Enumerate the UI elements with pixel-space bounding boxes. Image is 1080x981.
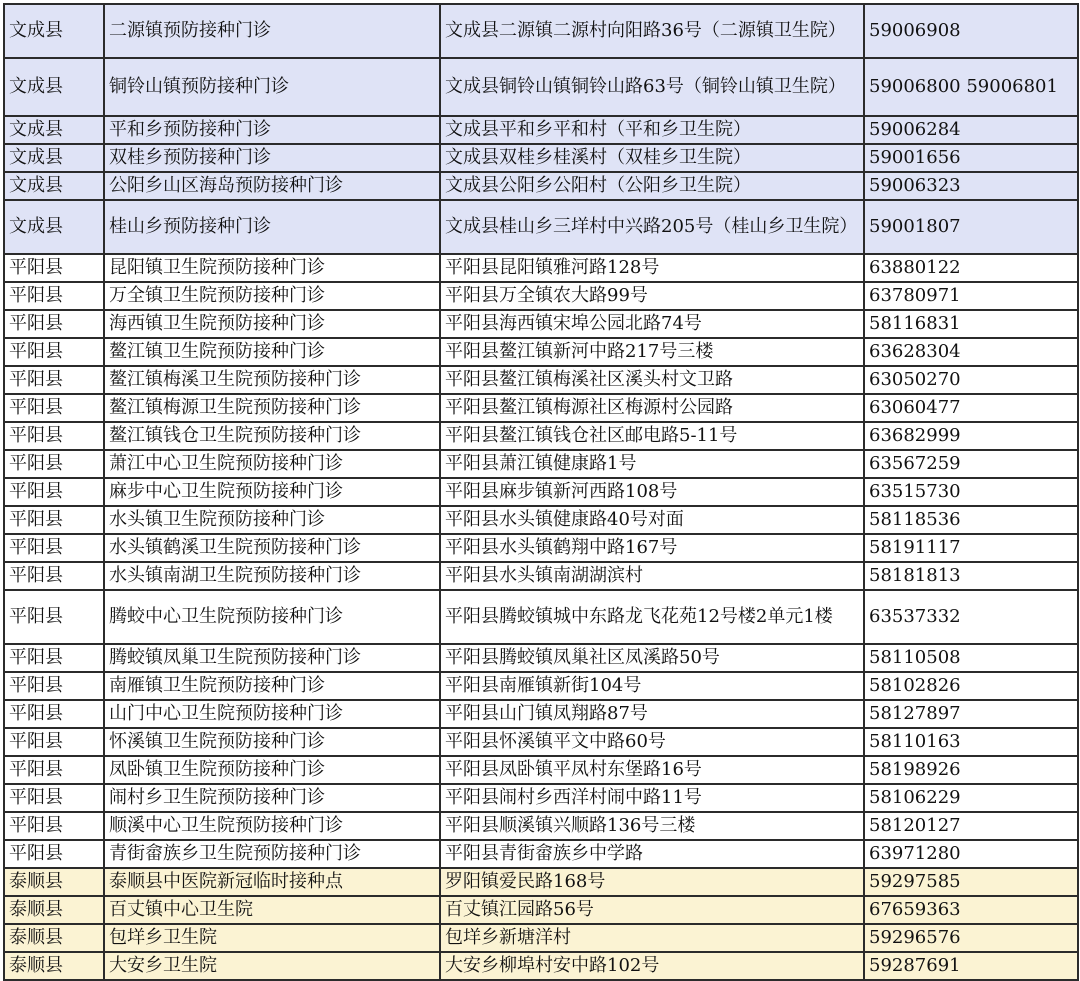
address-cell: 罗阳镇爱民路168号 <box>440 868 864 896</box>
county-cell: 平阳县 <box>4 366 104 394</box>
phone-cell: 58106229 <box>864 784 1078 812</box>
phone-cell: 59296576 <box>864 924 1078 952</box>
clinic-name-cell: 公阳乡山区海岛预防接种门诊 <box>104 172 440 200</box>
table-row <box>4 590 1078 644</box>
table-row <box>4 422 1078 450</box>
county-cell: 平阳县 <box>4 254 104 282</box>
county-cell: 平阳县 <box>4 478 104 506</box>
phone-cell: 63567259 <box>864 450 1078 478</box>
phone-cell: 58191117 <box>864 534 1078 562</box>
table-row <box>4 784 1078 812</box>
clinic-name-cell: 海西镇卫生院预防接种门诊 <box>104 310 440 338</box>
clinic-name-cell: 百丈镇中心卫生院 <box>104 896 440 924</box>
county-cell: 平阳县 <box>4 812 104 840</box>
clinic-name-cell: 怀溪镇卫生院预防接种门诊 <box>104 728 440 756</box>
phone-cell: 67659363 <box>864 896 1078 924</box>
phone-cell: 58120127 <box>864 812 1078 840</box>
county-cell: 泰顺县 <box>4 924 104 952</box>
county-cell: 泰顺县 <box>4 952 104 980</box>
county-cell: 文成县 <box>4 58 104 116</box>
address-cell: 文成县双桂乡桂溪村（双桂乡卫生院） <box>440 144 864 172</box>
clinic-name-cell: 包垟乡卫生院 <box>104 924 440 952</box>
address-cell: 文成县平和乡平和村（平和乡卫生院） <box>440 116 864 144</box>
table-row <box>4 478 1078 506</box>
table-row <box>4 952 1078 980</box>
table-row <box>4 338 1078 366</box>
phone-cell: 59006800 59006801 <box>864 58 1078 116</box>
table-row <box>4 394 1078 422</box>
county-cell: 平阳县 <box>4 338 104 366</box>
phone-cell: 63971280 <box>864 840 1078 868</box>
table-row <box>4 172 1078 200</box>
table-row <box>4 756 1078 784</box>
phone-cell: 58198926 <box>864 756 1078 784</box>
address-cell: 平阳县昆阳镇雅河路128号 <box>440 254 864 282</box>
county-cell: 泰顺县 <box>4 896 104 924</box>
county-cell: 泰顺县 <box>4 868 104 896</box>
address-cell: 大安乡柳埠村安中路102号 <box>440 952 864 980</box>
phone-cell: 59287691 <box>864 952 1078 980</box>
clinic-name-cell: 鳌江镇梅溪卫生院预防接种门诊 <box>104 366 440 394</box>
table-row <box>4 58 1078 116</box>
table-row <box>4 282 1078 310</box>
address-cell: 平阳县麻步镇新河西路108号 <box>440 478 864 506</box>
table-row <box>4 672 1078 700</box>
county-cell: 平阳县 <box>4 394 104 422</box>
vaccination-clinic-table <box>3 3 1079 981</box>
address-cell: 平阳县顺溪镇兴顺路136号三楼 <box>440 812 864 840</box>
phone-cell: 63515730 <box>864 478 1078 506</box>
county-cell: 文成县 <box>4 144 104 172</box>
table-row <box>4 896 1078 924</box>
address-cell: 平阳县万全镇农大路99号 <box>440 282 864 310</box>
phone-cell: 63537332 <box>864 590 1078 644</box>
clinic-name-cell: 腾蛟镇凤巢卫生院预防接种门诊 <box>104 644 440 672</box>
address-cell: 文成县铜铃山镇铜铃山路63号（铜铃山镇卫生院） <box>440 58 864 116</box>
county-cell: 文成县 <box>4 116 104 144</box>
phone-cell: 58181813 <box>864 562 1078 590</box>
clinic-name-cell: 大安乡卫生院 <box>104 952 440 980</box>
table-row <box>4 200 1078 254</box>
address-cell: 平阳县海西镇宋埠公园北路74号 <box>440 310 864 338</box>
address-cell: 平阳县南雁镇新街104号 <box>440 672 864 700</box>
clinic-name-cell: 平和乡预防接种门诊 <box>104 116 440 144</box>
phone-cell: 59001807 <box>864 200 1078 254</box>
table-row <box>4 868 1078 896</box>
phone-cell: 63628304 <box>864 338 1078 366</box>
county-cell: 平阳县 <box>4 450 104 478</box>
clinic-name-cell: 水头镇卫生院预防接种门诊 <box>104 506 440 534</box>
table-row <box>4 450 1078 478</box>
phone-cell: 58127897 <box>864 700 1078 728</box>
phone-cell: 59297585 <box>864 868 1078 896</box>
phone-cell: 59001656 <box>864 144 1078 172</box>
address-cell: 百丈镇江园路56号 <box>440 896 864 924</box>
clinic-name-cell: 二源镇预防接种门诊 <box>104 4 440 58</box>
county-cell: 平阳县 <box>4 562 104 590</box>
phone-cell: 63682999 <box>864 422 1078 450</box>
county-cell: 平阳县 <box>4 534 104 562</box>
address-cell: 平阳县鳌江镇新河中路217号三楼 <box>440 338 864 366</box>
table-row <box>4 534 1078 562</box>
clinic-name-cell: 铜铃山镇预防接种门诊 <box>104 58 440 116</box>
phone-cell: 58110163 <box>864 728 1078 756</box>
clinic-name-cell: 萧江中心卫生院预防接种门诊 <box>104 450 440 478</box>
county-cell: 平阳县 <box>4 672 104 700</box>
address-cell: 平阳县鳌江镇梅源社区梅源村公园路 <box>440 394 864 422</box>
clinic-name-cell: 昆阳镇卫生院预防接种门诊 <box>104 254 440 282</box>
address-cell: 平阳县水头镇鹤翔中路167号 <box>440 534 864 562</box>
address-cell: 平阳县鳌江镇梅溪社区溪头村文卫路 <box>440 366 864 394</box>
clinic-name-cell: 水头镇南湖卫生院预防接种门诊 <box>104 562 440 590</box>
table-row <box>4 840 1078 868</box>
county-cell: 平阳县 <box>4 728 104 756</box>
clinic-name-cell: 桂山乡预防接种门诊 <box>104 200 440 254</box>
address-cell: 平阳县水头镇健康路40号对面 <box>440 506 864 534</box>
clinic-name-cell: 山门中心卫生院预防接种门诊 <box>104 700 440 728</box>
county-cell: 平阳县 <box>4 590 104 644</box>
table-row <box>4 144 1078 172</box>
table-row <box>4 116 1078 144</box>
clinic-name-cell: 腾蛟中心卫生院预防接种门诊 <box>104 590 440 644</box>
table-row <box>4 310 1078 338</box>
address-cell: 文成县二源镇二源村向阳路36号（二源镇卫生院） <box>440 4 864 58</box>
county-cell: 文成县 <box>4 172 104 200</box>
county-cell: 平阳县 <box>4 422 104 450</box>
table-row <box>4 700 1078 728</box>
clinic-name-cell: 水头镇鹤溪卫生院预防接种门诊 <box>104 534 440 562</box>
address-cell: 包垟乡新塘洋村 <box>440 924 864 952</box>
clinic-name-cell: 青街畲族乡卫生院预防接种门诊 <box>104 840 440 868</box>
clinic-name-cell: 泰顺县中医院新冠临时接种点 <box>104 868 440 896</box>
clinic-name-cell: 鳌江镇卫生院预防接种门诊 <box>104 338 440 366</box>
clinic-name-cell: 万全镇卫生院预防接种门诊 <box>104 282 440 310</box>
county-cell: 平阳县 <box>4 756 104 784</box>
phone-cell: 63060477 <box>864 394 1078 422</box>
phone-cell: 63880122 <box>864 254 1078 282</box>
clinic-name-cell: 凤卧镇卫生院预防接种门诊 <box>104 756 440 784</box>
phone-cell: 59006908 <box>864 4 1078 58</box>
table-row <box>4 728 1078 756</box>
county-cell: 平阳县 <box>4 310 104 338</box>
address-cell: 平阳县怀溪镇平文中路60号 <box>440 728 864 756</box>
table-row <box>4 4 1078 58</box>
county-cell: 平阳县 <box>4 784 104 812</box>
county-cell: 平阳县 <box>4 506 104 534</box>
address-cell: 平阳县腾蛟镇城中东路龙飞花苑12号楼2单元1楼 <box>440 590 864 644</box>
county-cell: 平阳县 <box>4 700 104 728</box>
county-cell: 文成县 <box>4 4 104 58</box>
county-cell: 平阳县 <box>4 840 104 868</box>
table-row <box>4 562 1078 590</box>
clinic-name-cell: 南雁镇卫生院预防接种门诊 <box>104 672 440 700</box>
address-cell: 平阳县腾蛟镇凤巢社区凤溪路50号 <box>440 644 864 672</box>
table-row <box>4 254 1078 282</box>
address-cell: 平阳县山门镇凤翔路87号 <box>440 700 864 728</box>
county-cell: 文成县 <box>4 200 104 254</box>
address-cell: 平阳县凤卧镇平凤村东堡路16号 <box>440 756 864 784</box>
address-cell: 平阳县水头镇南湖湖滨村 <box>440 562 864 590</box>
table-row <box>4 644 1078 672</box>
phone-cell: 58110508 <box>864 644 1078 672</box>
clinic-name-cell: 鳌江镇梅源卫生院预防接种门诊 <box>104 394 440 422</box>
county-cell: 平阳县 <box>4 282 104 310</box>
address-cell: 平阳县青街畲族乡中学路 <box>440 840 864 868</box>
table-row <box>4 924 1078 952</box>
address-cell: 文成县公阳乡公阳村（公阳乡卫生院） <box>440 172 864 200</box>
address-cell: 文成县桂山乡三垟村中兴路205号（桂山乡卫生院） <box>440 200 864 254</box>
phone-cell: 63050270 <box>864 366 1078 394</box>
table-row <box>4 812 1078 840</box>
phone-cell: 58102826 <box>864 672 1078 700</box>
clinic-name-cell: 双桂乡预防接种门诊 <box>104 144 440 172</box>
clinic-name-cell: 麻步中心卫生院预防接种门诊 <box>104 478 440 506</box>
address-cell: 平阳县闹村乡西洋村闹中路11号 <box>440 784 864 812</box>
clinic-name-cell: 顺溪中心卫生院预防接种门诊 <box>104 812 440 840</box>
table-row <box>4 366 1078 394</box>
phone-cell: 63780971 <box>864 282 1078 310</box>
table-body <box>4 4 1078 980</box>
county-cell: 平阳县 <box>4 644 104 672</box>
clinic-name-cell: 鳌江镇钱仓卫生院预防接种门诊 <box>104 422 440 450</box>
address-cell: 平阳县鳌江镇钱仓社区邮电路5-11号 <box>440 422 864 450</box>
phone-cell: 59006284 <box>864 116 1078 144</box>
phone-cell: 58118536 <box>864 506 1078 534</box>
address-cell: 平阳县萧江镇健康路1号 <box>440 450 864 478</box>
clinic-name-cell: 闹村乡卫生院预防接种门诊 <box>104 784 440 812</box>
table-row <box>4 506 1078 534</box>
phone-cell: 59006323 <box>864 172 1078 200</box>
phone-cell: 58116831 <box>864 310 1078 338</box>
